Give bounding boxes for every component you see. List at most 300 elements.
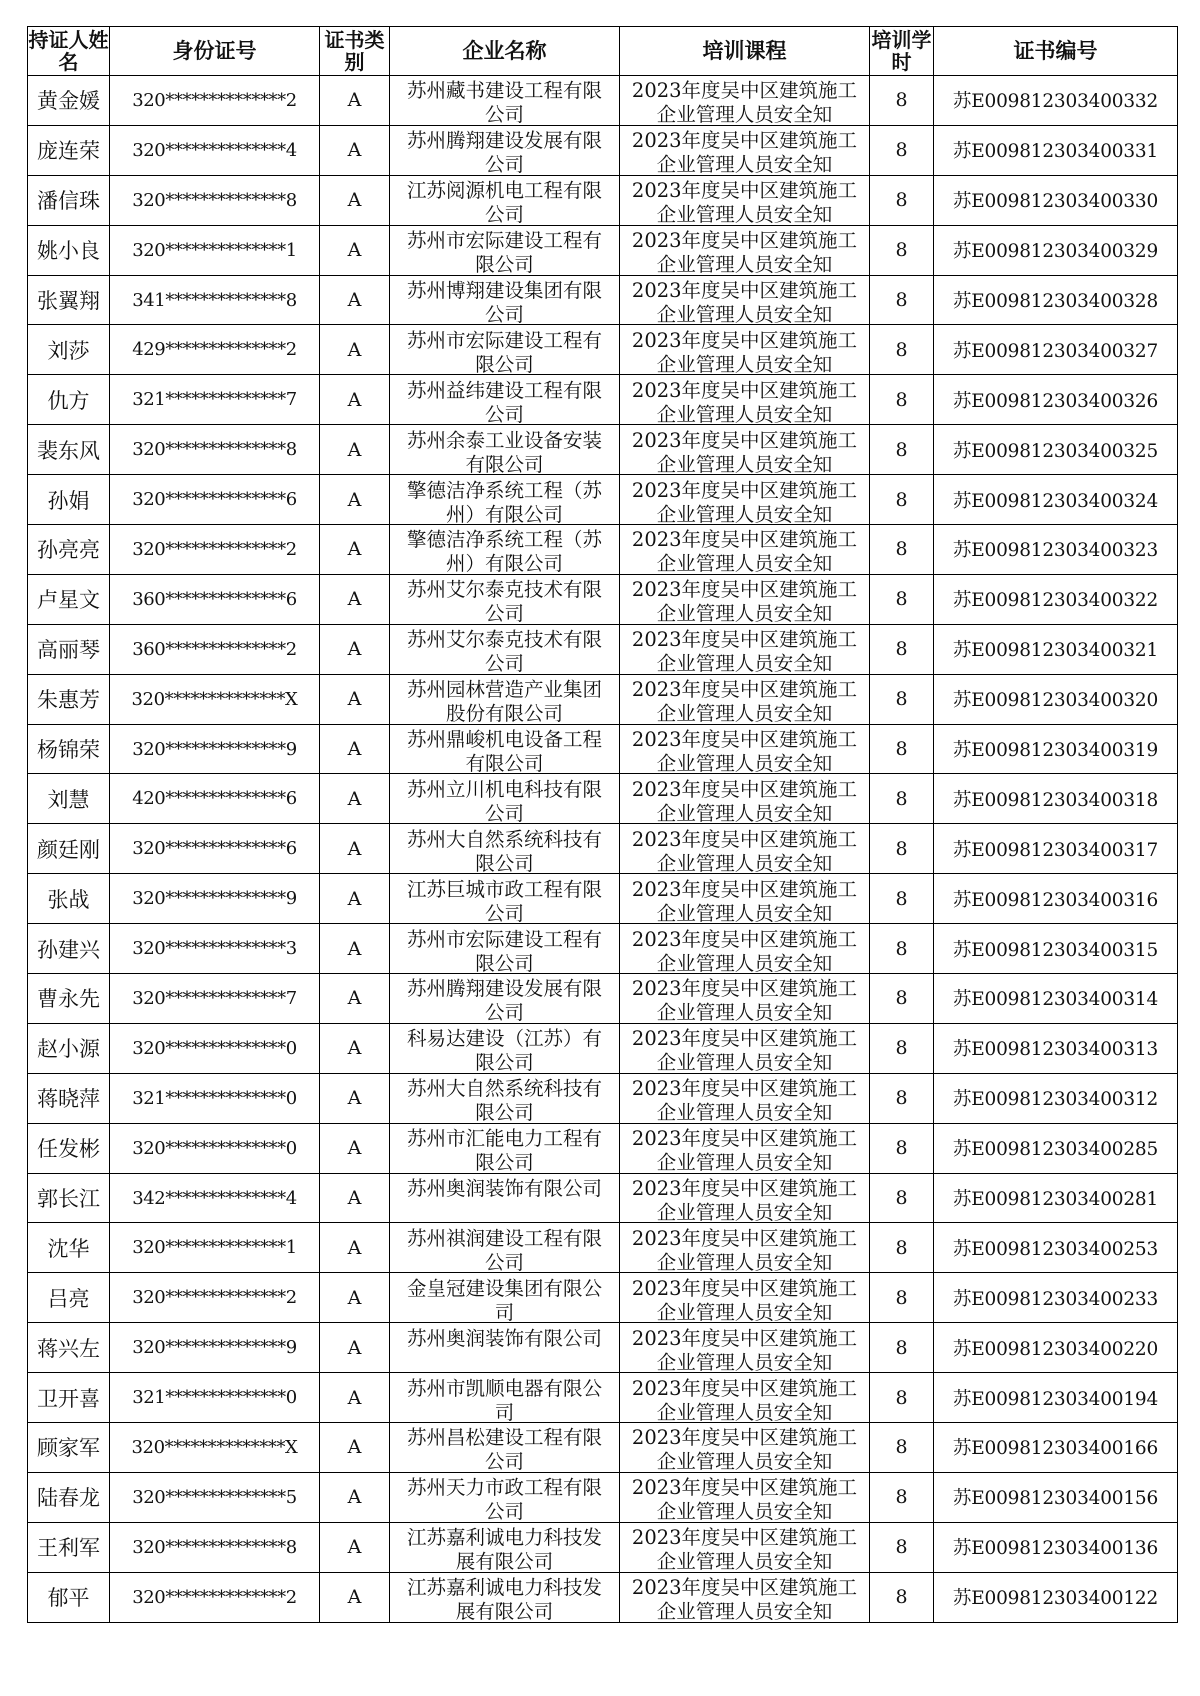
table-row	[28, 924, 1178, 974]
holder-name-cell: 卫开喜	[28, 1373, 110, 1423]
course-cell-text: 2023年度吴中区建筑施工企业管理人员安全知	[631, 1426, 858, 1471]
hours-cell: 8	[870, 475, 934, 525]
id-number-cell: 320**************7	[110, 974, 320, 1024]
header-cert-type: 证书类别	[320, 27, 390, 76]
course-cell	[620, 974, 870, 1024]
holder-name-cell: 庞连荣	[28, 125, 110, 175]
company-cell	[390, 774, 620, 824]
cert-number-cell: 苏E009812303400156	[934, 1472, 1178, 1522]
cert-type-cell: A	[320, 574, 390, 624]
company-cell	[390, 1223, 620, 1273]
company-cell-text: 擎德洁净系统工程（苏州）有限公司	[406, 478, 602, 523]
cert-type-cell: A	[320, 1073, 390, 1123]
cert-number-cell: 苏E009812303400233	[934, 1273, 1178, 1323]
course-cell	[620, 574, 870, 624]
company-cell-text: 苏州腾翔建设发展有限公司	[406, 977, 602, 1022]
table-row	[28, 76, 1178, 126]
holder-name-cell: 赵小源	[28, 1023, 110, 1073]
cert-type-cell: A	[320, 674, 390, 724]
holder-name-cell: 刘慧	[28, 774, 110, 824]
company-cell-text: 苏州艾尔泰克技术有限公司	[406, 578, 602, 623]
cert-number-cell: 苏E009812303400326	[934, 375, 1178, 425]
cert-type-cell: A	[320, 425, 390, 475]
certificate-table	[27, 26, 1178, 1623]
holder-name-cell: 黄金媛	[28, 76, 110, 126]
course-cell-text: 2023年度吴中区建筑施工企业管理人员安全知	[631, 129, 858, 174]
company-cell	[390, 1373, 620, 1423]
table-row	[28, 1423, 1178, 1473]
course-cell-text: 2023年度吴中区建筑施工企业管理人员安全知	[631, 328, 858, 373]
id-number-cell: 320**************4	[110, 125, 320, 175]
course-cell-text: 2023年度吴中区建筑施工企业管理人员安全知	[631, 528, 858, 573]
id-number-cell: 429**************2	[110, 325, 320, 375]
hours-cell: 8	[870, 574, 934, 624]
course-cell	[620, 125, 870, 175]
course-cell-text: 2023年度吴中区建筑施工企业管理人员安全知	[631, 1526, 858, 1571]
header-id-number: 身份证号	[110, 27, 320, 76]
course-cell-text: 2023年度吴中区建筑施工企业管理人员安全知	[631, 1127, 858, 1172]
course-cell-text: 2023年度吴中区建筑施工企业管理人员安全知	[631, 1177, 858, 1222]
cert-number-cell: 苏E009812303400312	[934, 1073, 1178, 1123]
company-cell-text: 苏州藏书建设工程有限公司	[406, 79, 602, 124]
cert-type-cell: A	[320, 125, 390, 175]
course-cell-text: 2023年度吴中区建筑施工企业管理人员安全知	[631, 1576, 858, 1621]
course-cell	[620, 1073, 870, 1123]
table-row	[28, 1323, 1178, 1373]
course-cell	[620, 375, 870, 425]
table-row	[28, 475, 1178, 525]
cert-type-cell: A	[320, 1472, 390, 1522]
hours-cell: 8	[870, 1323, 934, 1373]
cert-number-cell: 苏E009812303400220	[934, 1323, 1178, 1373]
company-cell-text: 苏州立川机电科技有限公司	[406, 777, 602, 822]
hours-cell: 8	[870, 924, 934, 974]
course-cell-text: 2023年度吴中区建筑施工企业管理人员安全知	[631, 728, 858, 773]
company-cell	[390, 225, 620, 275]
hours-cell: 8	[870, 1223, 934, 1273]
holder-name-cell: 王利军	[28, 1522, 110, 1572]
cert-type-cell: A	[320, 774, 390, 824]
id-number-cell: 320**************8	[110, 1522, 320, 1572]
holder-name-cell: 沈华	[28, 1223, 110, 1273]
cert-type-cell: A	[320, 1522, 390, 1572]
course-cell-text: 2023年度吴中区建筑施工企业管理人员安全知	[631, 1376, 858, 1421]
course-cell	[620, 475, 870, 525]
course-cell	[620, 924, 870, 974]
id-number-cell: 320**************2	[110, 1273, 320, 1323]
company-cell-text: 苏州市宏际建设工程有限公司	[406, 927, 602, 972]
holder-name-cell: 孙娟	[28, 475, 110, 525]
cert-type-cell: A	[320, 974, 390, 1024]
table-row	[28, 824, 1178, 874]
course-cell	[620, 525, 870, 575]
id-number-cell: 320**************1	[110, 225, 320, 275]
company-cell	[390, 275, 620, 325]
hours-cell: 8	[870, 974, 934, 1024]
company-cell	[390, 1423, 620, 1473]
holder-name-cell: 吕亮	[28, 1273, 110, 1323]
course-cell-text: 2023年度吴中区建筑施工企业管理人员安全知	[631, 1077, 858, 1122]
cert-number-cell: 苏E009812303400321	[934, 624, 1178, 674]
company-cell-text: 苏州艾尔泰克技术有限公司	[406, 628, 602, 673]
course-cell-text: 2023年度吴中区建筑施工企业管理人员安全知	[631, 827, 858, 872]
course-cell	[620, 1123, 870, 1173]
id-number-cell: 320**************9	[110, 874, 320, 924]
cert-number-cell: 苏E009812303400318	[934, 774, 1178, 824]
company-cell-text: 苏州奥润装饰有限公司	[406, 1326, 602, 1350]
hours-cell: 8	[870, 1373, 934, 1423]
company-cell	[390, 924, 620, 974]
course-cell-text: 2023年度吴中区建筑施工企业管理人员安全知	[631, 628, 858, 673]
id-number-cell: 320**************9	[110, 1323, 320, 1373]
course-cell	[620, 1023, 870, 1073]
hours-cell: 8	[870, 1273, 934, 1323]
company-cell-text: 科易达建设（江苏）有限公司	[406, 1027, 602, 1072]
id-number-cell: 320**************X	[110, 674, 320, 724]
course-cell-text: 2023年度吴中区建筑施工企业管理人员安全知	[631, 378, 858, 423]
course-cell-text: 2023年度吴中区建筑施工企业管理人员安全知	[631, 179, 858, 224]
company-cell-text: 江苏嘉利诚电力科技发展有限公司	[406, 1526, 602, 1571]
hours-cell: 8	[870, 1572, 934, 1622]
company-cell	[390, 1173, 620, 1223]
hours-cell: 8	[870, 325, 934, 375]
cert-type-cell: A	[320, 1023, 390, 1073]
holder-name-cell: 杨锦荣	[28, 724, 110, 774]
company-cell	[390, 1522, 620, 1572]
cert-number-cell: 苏E009812303400329	[934, 225, 1178, 275]
company-cell-text: 金皇冠建设集团有限公司	[406, 1276, 602, 1321]
table-row	[28, 1223, 1178, 1273]
hours-cell: 8	[870, 125, 934, 175]
id-number-cell: 320**************6	[110, 824, 320, 874]
course-cell	[620, 874, 870, 924]
table-row	[28, 175, 1178, 225]
company-cell	[390, 574, 620, 624]
table-row	[28, 724, 1178, 774]
cert-number-cell: 苏E009812303400122	[934, 1572, 1178, 1622]
table-row	[28, 1522, 1178, 1572]
course-cell	[620, 624, 870, 674]
table-row	[28, 425, 1178, 475]
course-cell	[620, 325, 870, 375]
course-cell	[620, 225, 870, 275]
company-cell-text: 苏州天力市政工程有限公司	[406, 1476, 602, 1521]
cert-type-cell: A	[320, 76, 390, 126]
cert-number-cell: 苏E009812303400316	[934, 874, 1178, 924]
course-cell	[620, 774, 870, 824]
company-cell	[390, 624, 620, 674]
cert-number-cell: 苏E009812303400325	[934, 425, 1178, 475]
cert-number-cell: 苏E009812303400320	[934, 674, 1178, 724]
course-cell-text: 2023年度吴中区建筑施工企业管理人员安全知	[631, 428, 858, 473]
hours-cell: 8	[870, 225, 934, 275]
id-number-cell: 320**************0	[110, 1023, 320, 1073]
holder-name-cell: 张战	[28, 874, 110, 924]
course-cell-text: 2023年度吴中区建筑施工企业管理人员安全知	[631, 777, 858, 822]
table-row	[28, 574, 1178, 624]
company-cell-text: 苏州博翔建设集团有限公司	[406, 279, 602, 323]
table-row	[28, 774, 1178, 824]
cert-number-cell: 苏E009812303400194	[934, 1373, 1178, 1423]
id-number-cell: 342**************4	[110, 1173, 320, 1223]
course-cell-text: 2023年度吴中区建筑施工企业管理人员安全知	[631, 1226, 858, 1271]
company-cell-text: 苏州鼎峻机电设备工程有限公司	[406, 728, 602, 773]
company-cell-text: 江苏阅源机电工程有限公司	[406, 179, 602, 224]
holder-name-cell: 郭长江	[28, 1173, 110, 1223]
course-cell-text: 2023年度吴中区建筑施工企业管理人员安全知	[631, 1476, 858, 1521]
course-cell	[620, 1373, 870, 1423]
table-row	[28, 1373, 1178, 1423]
cert-type-cell: A	[320, 1123, 390, 1173]
holder-name-cell: 姚小良	[28, 225, 110, 275]
hours-cell: 8	[870, 175, 934, 225]
cert-number-cell: 苏E009812303400332	[934, 76, 1178, 126]
company-cell	[390, 475, 620, 525]
hours-cell: 8	[870, 674, 934, 724]
cert-number-cell: 苏E009812303400166	[934, 1423, 1178, 1473]
cert-number-cell: 苏E009812303400319	[934, 724, 1178, 774]
course-cell	[620, 1522, 870, 1572]
id-number-cell: 321**************7	[110, 375, 320, 425]
header-course: 培训课程	[620, 27, 870, 76]
company-cell	[390, 1572, 620, 1622]
cert-number-cell: 苏E009812303400313	[934, 1023, 1178, 1073]
course-cell	[620, 1173, 870, 1223]
cert-type-cell: A	[320, 375, 390, 425]
company-cell	[390, 1123, 620, 1173]
course-cell	[620, 1323, 870, 1373]
cert-type-cell: A	[320, 1323, 390, 1373]
company-cell	[390, 724, 620, 774]
hours-cell: 8	[870, 76, 934, 126]
hours-cell: 8	[870, 1173, 934, 1223]
cert-type-cell: A	[320, 724, 390, 774]
cert-type-cell: A	[320, 1173, 390, 1223]
id-number-cell: 320**************5	[110, 1472, 320, 1522]
hours-cell: 8	[870, 525, 934, 575]
company-cell	[390, 325, 620, 375]
course-cell	[620, 275, 870, 325]
hours-cell: 8	[870, 1522, 934, 1572]
cert-number-cell: 苏E009812303400328	[934, 275, 1178, 325]
id-number-cell: 320**************2	[110, 76, 320, 126]
hours-cell: 8	[870, 425, 934, 475]
company-cell-text: 江苏巨城市政工程有限公司	[406, 877, 602, 922]
table-row	[28, 225, 1178, 275]
cert-type-cell: A	[320, 1423, 390, 1473]
company-cell-text: 苏州大自然系统科技有限公司	[406, 1077, 602, 1122]
table-row	[28, 325, 1178, 375]
id-number-cell: 420**************6	[110, 774, 320, 824]
course-cell	[620, 1472, 870, 1522]
course-cell	[620, 824, 870, 874]
holder-name-cell: 曹永先	[28, 974, 110, 1024]
table-row	[28, 1123, 1178, 1173]
table-row	[28, 1023, 1178, 1073]
holder-name-cell: 蒋晓萍	[28, 1073, 110, 1123]
company-cell-text: 苏州大自然系统科技有限公司	[406, 827, 602, 872]
cert-number-cell: 苏E009812303400324	[934, 475, 1178, 525]
company-cell	[390, 824, 620, 874]
course-cell-text: 2023年度吴中区建筑施工企业管理人员安全知	[631, 279, 858, 323]
course-cell	[620, 1273, 870, 1323]
course-cell-text: 2023年度吴中区建筑施工企业管理人员安全知	[631, 1027, 858, 1072]
id-number-cell: 341**************8	[110, 275, 320, 325]
company-cell-text: 苏州市宏际建设工程有限公司	[406, 328, 602, 373]
cert-type-cell: A	[320, 1373, 390, 1423]
company-cell	[390, 375, 620, 425]
table-row	[28, 275, 1178, 325]
company-cell-text: 苏州市宏际建设工程有限公司	[406, 229, 602, 274]
holder-name-cell: 蒋兴左	[28, 1323, 110, 1373]
holder-name-cell: 任发彬	[28, 1123, 110, 1173]
company-cell	[390, 175, 620, 225]
id-number-cell: 360**************2	[110, 624, 320, 674]
id-number-cell: 320**************X	[110, 1423, 320, 1473]
cert-number-cell: 苏E009812303400253	[934, 1223, 1178, 1273]
company-cell	[390, 125, 620, 175]
cert-number-cell: 苏E009812303400314	[934, 974, 1178, 1024]
company-cell-text: 擎德洁净系统工程（苏州）有限公司	[406, 528, 602, 573]
cert-number-cell: 苏E009812303400323	[934, 525, 1178, 575]
table-row	[28, 1273, 1178, 1323]
hours-cell: 8	[870, 1423, 934, 1473]
cert-type-cell: A	[320, 874, 390, 924]
table-row	[28, 1173, 1178, 1223]
hours-cell: 8	[870, 874, 934, 924]
table-row	[28, 874, 1178, 924]
hours-cell: 8	[870, 824, 934, 874]
course-cell-text: 2023年度吴中区建筑施工企业管理人员安全知	[631, 927, 858, 972]
header-hours: 培训学时	[871, 28, 932, 74]
holder-name-cell: 朱惠芳	[28, 674, 110, 724]
cert-number-cell: 苏E009812303400136	[934, 1522, 1178, 1572]
id-number-cell: 320**************8	[110, 425, 320, 475]
cert-type-cell: A	[320, 175, 390, 225]
id-number-cell: 320**************6	[110, 475, 320, 525]
header-cert-number: 证书编号	[934, 27, 1178, 76]
header-company: 企业名称	[390, 27, 620, 76]
company-cell	[390, 425, 620, 475]
course-cell	[620, 1572, 870, 1622]
cert-type-cell: A	[320, 475, 390, 525]
cert-type-cell: A	[320, 824, 390, 874]
hours-cell: 8	[870, 1023, 934, 1073]
holder-name-cell: 张翼翔	[28, 275, 110, 325]
holder-name-cell: 顾家军	[28, 1423, 110, 1473]
company-cell-text: 苏州祺润建设工程有限公司	[406, 1226, 602, 1271]
cert-number-cell: 苏E009812303400330	[934, 175, 1178, 225]
company-cell-text: 苏州昌松建设工程有限公司	[406, 1426, 602, 1471]
id-number-cell: 320**************2	[110, 525, 320, 575]
table-row	[28, 525, 1178, 575]
cert-type-cell: A	[320, 525, 390, 575]
cert-number-cell: 苏E009812303400322	[934, 574, 1178, 624]
course-cell-text: 2023年度吴中区建筑施工企业管理人员安全知	[631, 478, 858, 523]
course-cell	[620, 425, 870, 475]
course-cell	[620, 1423, 870, 1473]
cert-type-cell: A	[320, 1572, 390, 1622]
course-cell	[620, 674, 870, 724]
cert-number-cell: 苏E009812303400281	[934, 1173, 1178, 1223]
holder-name-cell: 颜廷刚	[28, 824, 110, 874]
company-cell	[390, 1073, 620, 1123]
id-number-cell: 360**************6	[110, 574, 320, 624]
holder-name-cell: 孙亮亮	[28, 525, 110, 575]
hours-cell: 8	[870, 1073, 934, 1123]
course-cell-text: 2023年度吴中区建筑施工企业管理人员安全知	[631, 578, 858, 623]
table-row	[28, 1572, 1178, 1622]
hours-cell: 8	[870, 724, 934, 774]
company-cell	[390, 525, 620, 575]
cert-type-cell: A	[320, 225, 390, 275]
holder-name-cell: 潘信珠	[28, 175, 110, 225]
table-header	[28, 27, 1178, 76]
id-number-cell: 320**************3	[110, 924, 320, 974]
course-cell	[620, 175, 870, 225]
company-cell-text: 苏州园林营造产业集团股份有限公司	[406, 678, 602, 723]
table-body	[28, 76, 1178, 1623]
table-row	[28, 974, 1178, 1024]
cert-type-cell: A	[320, 624, 390, 674]
id-number-cell: 320**************1	[110, 1223, 320, 1273]
id-number-cell: 321**************0	[110, 1073, 320, 1123]
cert-number-cell: 苏E009812303400285	[934, 1123, 1178, 1173]
course-cell-text: 2023年度吴中区建筑施工企业管理人员安全知	[631, 1326, 858, 1371]
course-cell-text: 2023年度吴中区建筑施工企业管理人员安全知	[631, 1276, 858, 1321]
cert-type-cell: A	[320, 924, 390, 974]
table-row	[28, 1472, 1178, 1522]
cert-number-cell: 苏E009812303400317	[934, 824, 1178, 874]
holder-name-cell: 卢星文	[28, 574, 110, 624]
id-number-cell: 320**************2	[110, 1572, 320, 1622]
header-holder-name: 持证人姓名	[28, 28, 109, 74]
cert-number-cell: 苏E009812303400315	[934, 924, 1178, 974]
course-cell-text: 2023年度吴中区建筑施工企业管理人员安全知	[631, 977, 858, 1022]
holder-name-cell: 孙建兴	[28, 924, 110, 974]
cert-type-cell: A	[320, 1223, 390, 1273]
id-number-cell: 320**************8	[110, 175, 320, 225]
course-cell	[620, 724, 870, 774]
company-cell	[390, 674, 620, 724]
hours-cell: 8	[870, 1472, 934, 1522]
company-cell	[390, 974, 620, 1024]
cert-number-cell: 苏E009812303400331	[934, 125, 1178, 175]
course-cell	[620, 1223, 870, 1273]
course-cell	[620, 76, 870, 126]
company-cell-text: 苏州余泰工业设备安装有限公司	[406, 428, 602, 473]
holder-name-cell: 郁平	[28, 1572, 110, 1622]
company-cell	[390, 1472, 620, 1522]
cert-type-cell: A	[320, 1273, 390, 1323]
course-cell-text: 2023年度吴中区建筑施工企业管理人员安全知	[631, 678, 858, 723]
company-cell	[390, 76, 620, 126]
company-cell-text: 江苏嘉利诚电力科技发展有限公司	[406, 1576, 602, 1621]
company-cell-text: 苏州益纬建设工程有限公司	[406, 378, 602, 423]
id-number-cell: 320**************0	[110, 1123, 320, 1173]
company-cell	[390, 874, 620, 924]
company-cell-text: 苏州市汇能电力工程有限公司	[406, 1127, 602, 1172]
company-cell-text: 苏州腾翔建设发展有限公司	[406, 129, 602, 174]
table-row	[28, 125, 1178, 175]
company-cell	[390, 1273, 620, 1323]
holder-name-cell: 刘莎	[28, 325, 110, 375]
id-number-cell: 320**************9	[110, 724, 320, 774]
holder-name-cell: 高丽琴	[28, 624, 110, 674]
course-cell-text: 2023年度吴中区建筑施工企业管理人员安全知	[631, 229, 858, 274]
hours-cell: 8	[870, 774, 934, 824]
hours-cell: 8	[870, 375, 934, 425]
